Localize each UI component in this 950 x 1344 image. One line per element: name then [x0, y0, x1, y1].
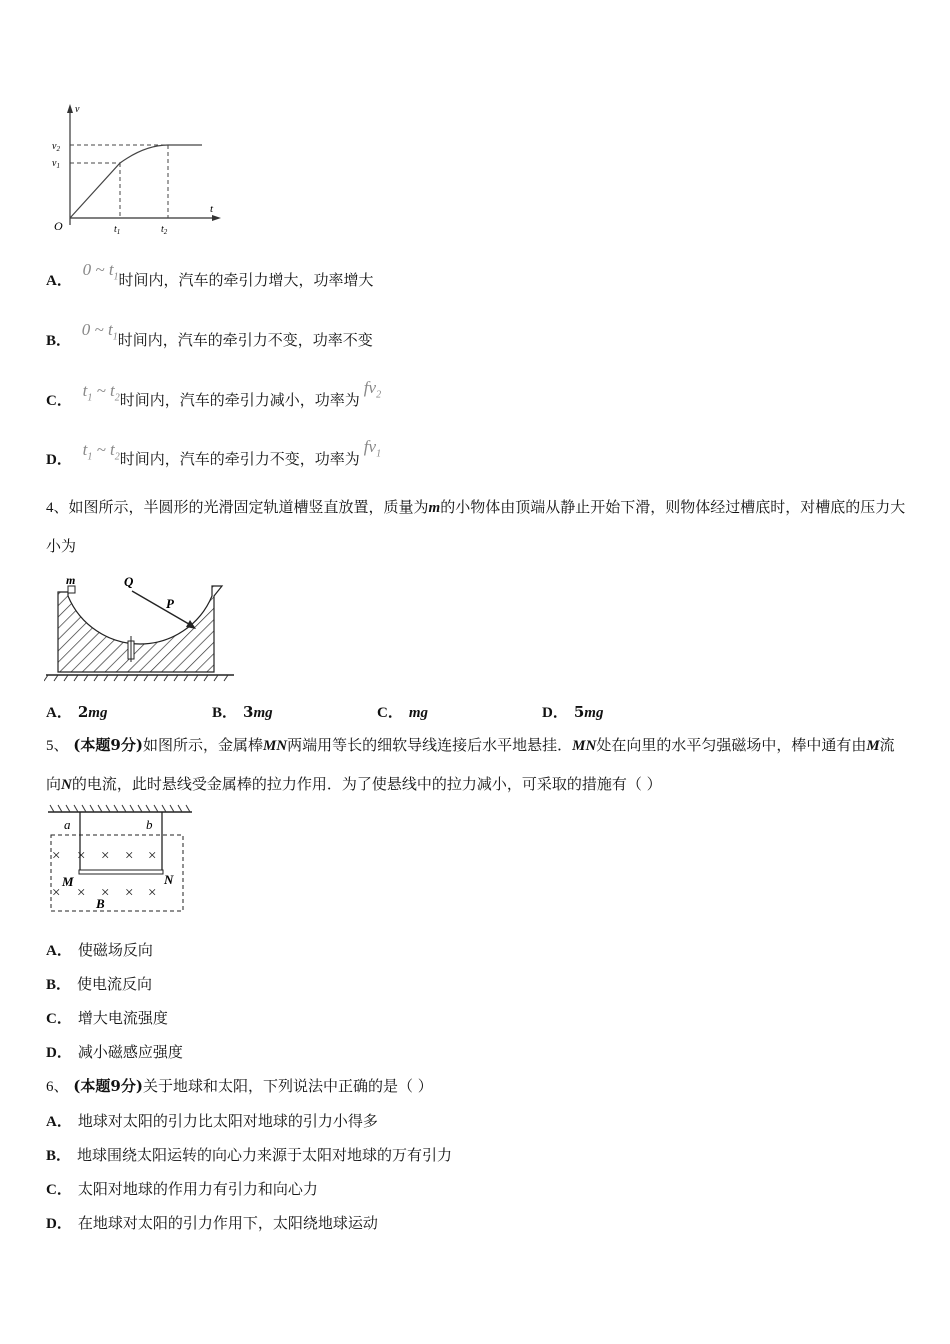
metal-rod: [79, 870, 163, 874]
ground-hatch: [44, 675, 228, 681]
rod-end-m-label: M: [62, 874, 74, 889]
point-b-label: b: [146, 817, 153, 832]
q6-option-b[interactable]: B． 地球围绕太阳运转的向心力来源于太阳对地球的万有引力: [46, 1146, 453, 1164]
radius-line: [132, 591, 194, 627]
point-a-label: a: [64, 817, 71, 832]
option-label: D．: [46, 452, 72, 468]
q5-option-d[interactable]: D． 减小磁感应强度: [46, 1043, 183, 1061]
svg-text:×: ×: [77, 848, 86, 864]
svg-text:×: ×: [125, 885, 134, 901]
option-text: 时间内，汽车的牵引力不变，功率为: [119, 450, 360, 468]
v-axis-arrow: [67, 104, 73, 113]
svg-text:×: ×: [101, 885, 110, 901]
p-label: P: [166, 596, 174, 611]
svg-text:×: ×: [52, 848, 61, 864]
q6-stem: 6、 (本题9分)关于地球和太阳，下列说法中正确的是（ ）: [46, 1077, 433, 1095]
q5-option-a[interactable]: A． 使磁场反向: [46, 941, 153, 959]
semicircle-track-figure: [44, 574, 236, 686]
q4-option-b[interactable]: B． 3mg: [212, 703, 273, 721]
svg-text:×: ×: [101, 848, 110, 864]
option-label: B．: [46, 333, 72, 349]
svg-text:×: ×: [52, 885, 61, 901]
svg-text:×: ×: [148, 885, 157, 901]
option-tail-math: $fv_2$: [363, 378, 382, 401]
rod-end-n-label: N: [164, 872, 174, 887]
option-math: $t_1$ ~ $t_2$: [82, 381, 120, 404]
svg-text:×: ×: [77, 885, 86, 901]
velocity-curve: [70, 145, 202, 218]
q4-option-c[interactable]: C． mg: [377, 705, 429, 721]
magnetic-field-figure: [44, 804, 194, 916]
q-label: Q: [124, 574, 134, 589]
velocity-time-graph: [40, 100, 230, 240]
q5-option-b[interactable]: B． 使电流反向: [46, 975, 153, 993]
t2-label: $t_2$: [161, 224, 168, 236]
q4-option-a[interactable]: A． 2mg: [46, 703, 108, 721]
svg-text:×: ×: [148, 848, 157, 864]
q5-option-c[interactable]: C． 增大电流强度: [46, 1009, 168, 1027]
option-text: 时间内，汽车的牵引力减小，功率为: [119, 391, 360, 409]
option-math: $t_1$ ~ $t_2$: [82, 440, 120, 463]
track-body: [58, 586, 222, 672]
q3-option-d[interactable]: [46, 437, 382, 476]
mass-label: m: [66, 574, 76, 587]
option-label: C．: [46, 393, 72, 409]
v1-label: $v_1$: [52, 158, 60, 170]
q4-stem: 4、如图所示，半圆形的光滑固定轨道槽竖直放置，质量为m的小物体由顶端从静止开始下滑，则物体经过槽底时，对槽底的压力大小为: [46, 498, 906, 555]
t1-label: $t_1$: [114, 224, 121, 236]
svg-text:×: ×: [125, 848, 134, 864]
field-b-label: B: [96, 896, 105, 911]
q6-option-a[interactable]: A． 地球对太阳的引力比太阳对地球的引力小得多: [46, 1112, 378, 1130]
small-block: [68, 586, 75, 593]
ceiling-hatch: [50, 805, 190, 812]
v-axis-label: v: [75, 104, 80, 115]
origin-label: O: [54, 219, 63, 233]
q3-option-c[interactable]: [46, 378, 382, 417]
t-axis-label: t: [210, 203, 214, 215]
q4-option-d[interactable]: D． 5mg: [542, 703, 604, 721]
option-label: A．: [46, 273, 72, 289]
q3-option-a[interactable]: [46, 260, 374, 297]
option-text: 时间内，汽车的牵引力不变，功率不变: [117, 331, 373, 349]
q6-option-c[interactable]: C． 太阳对地球的作用力有引力和向心力: [46, 1180, 318, 1198]
t-axis-arrow: [212, 215, 221, 221]
q3-option-b[interactable]: [46, 320, 373, 357]
option-text: 时间内，汽车的牵引力增大，功率增大: [118, 271, 374, 289]
option-tail-math: $fv_1$: [363, 437, 382, 460]
q6-option-d[interactable]: D． 在地球对太阳的引力作用下，太阳绕地球运动: [46, 1214, 378, 1232]
q5-stem: 5、 (本题9分)如图所示，金属棒MN两端用等长的细软导线连接后水平地悬挂．MN处在向里的水平匀强磁场中，棒中通有由M流向N的电流，此时悬线受金属棒的拉力作用．为了使悬线中的拉力减小，可采取的措施有（ ）: [46, 736, 895, 793]
v2-label: $v_2$: [52, 141, 60, 153]
option-math: 0 ~ $t_1$: [82, 260, 119, 283]
option-math: 0 ~ $t_1$: [81, 320, 118, 343]
